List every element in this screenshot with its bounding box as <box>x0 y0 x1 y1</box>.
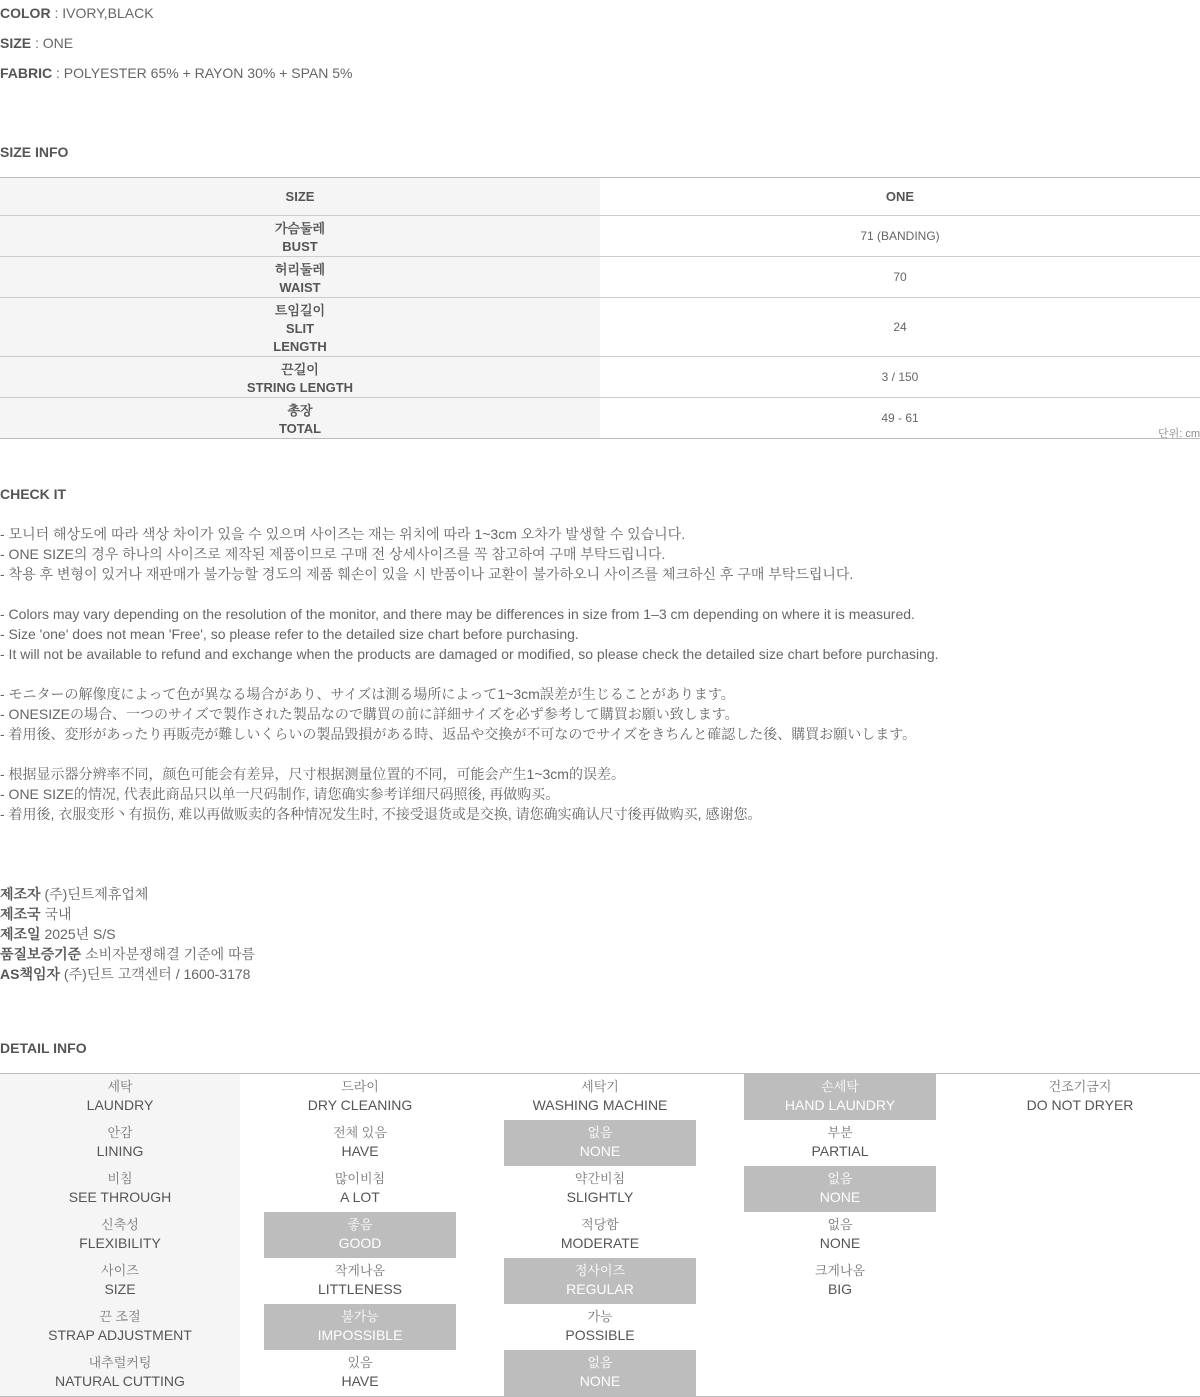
detail-option-cell <box>480 1212 720 1258</box>
detail-option-cell <box>960 1304 1200 1350</box>
size-row-value: 3 / 150 <box>600 357 1200 398</box>
size-row-label-ko: 가슴둘레 <box>274 221 326 236</box>
size-row-label-en: BUST <box>282 239 318 254</box>
detail-option-en: MODERATE <box>560 1235 640 1251</box>
detail-option-en: PARTIAL <box>811 1143 869 1159</box>
detail-option <box>504 1212 696 1258</box>
size-row-label-ko: 총장 <box>287 403 313 418</box>
detail-label-en: FLEXIBILITY <box>79 1235 161 1251</box>
detail-option-ko: 크게나옴 <box>814 1263 866 1278</box>
size-row-label <box>0 257 600 298</box>
detail-option-cell <box>480 1258 720 1304</box>
size-row <box>0 257 1200 298</box>
size-row-label-ko: 트임길이 <box>274 303 326 318</box>
detail-option <box>744 1120 936 1166</box>
detail-option-cell <box>960 1166 1200 1212</box>
size-row-label <box>0 216 600 257</box>
detail-option-en: BIG <box>827 1281 853 1297</box>
maker-key: 제조국 <box>0 906 41 922</box>
detail-option-en: A LOT <box>340 1189 380 1205</box>
detail-option-cell <box>480 1120 720 1166</box>
detail-option-ko: 적당함 <box>581 1217 619 1232</box>
detail-option-ko: 좋음 <box>347 1217 373 1232</box>
detail-option-ko: 많이비침 <box>334 1171 386 1186</box>
detail-label-ko: 신축성 <box>101 1217 139 1232</box>
detail-option-cell <box>720 1212 960 1258</box>
detail-option-cell <box>720 1166 960 1212</box>
detail-option-cell <box>960 1350 1200 1397</box>
detail-option <box>504 1166 696 1212</box>
detail-option-cell <box>480 1350 720 1397</box>
detail-label-en: NATURAL CUTTING <box>55 1373 185 1389</box>
product-specs <box>0 3 352 93</box>
detail-option-cell <box>960 1074 1200 1121</box>
detail-option-cell <box>720 1350 960 1397</box>
size-table <box>0 177 1200 439</box>
detail-label-ko: 안감 <box>107 1125 133 1140</box>
spacer <box>0 744 939 764</box>
size-row-label-en: TOTAL <box>278 421 322 436</box>
detail-option-selected <box>504 1120 696 1166</box>
detail-option-cell <box>240 1166 480 1212</box>
detail-option <box>744 1212 936 1258</box>
detail-label-ko: 내추럴커팅 <box>88 1355 152 1370</box>
size-row-label <box>0 398 600 439</box>
detail-option-ko: 약간비침 <box>574 1171 626 1186</box>
size-row <box>0 216 1200 257</box>
detail-option <box>984 1074 1176 1120</box>
check-line: - ONESIZEの場合、一つのサイズで製作された製品なので購買の前に詳細サイズを必ず参考して購買お願い致します。 <box>0 706 739 722</box>
check-line: - Size 'one' does not mean 'Free', so please refer to the detailed size chart before purchasing. <box>0 626 579 642</box>
check-line: - 着用後, 衣服变形丶有损伤, 难以再做贩卖的各种情况发生时, 不接受退货或是交换, 请您确实确认尺寸後再做购买, 感谢您。 <box>0 806 762 822</box>
detail-option-cell <box>240 1258 480 1304</box>
detail-row-label <box>0 1120 240 1166</box>
maker-line <box>0 904 255 924</box>
detail-option-ko: 불가능 <box>341 1309 379 1324</box>
detail-row <box>0 1304 1200 1350</box>
detail-option-ko: 없음 <box>587 1355 613 1370</box>
detail-row-label <box>0 1304 240 1350</box>
check-it-notes <box>0 524 939 824</box>
size-header-label: SIZE <box>0 178 600 216</box>
size-row-label <box>0 357 600 398</box>
detail-label-ko: 끈 조절 <box>99 1309 141 1324</box>
check-line: - モニターの解像度によって色が異なる場合があり、サイズは測る場所によって1~3cm誤差が生じることがあります。 <box>0 686 735 702</box>
detail-option-cell <box>720 1120 960 1166</box>
spec-key: SIZE <box>0 35 32 51</box>
check-line: - It will not be available to refund and exchange when the products are damaged or modified, so please check the detailed size chart before purchasing. <box>0 646 939 662</box>
detail-option-cell <box>720 1304 960 1350</box>
spec-line <box>0 63 352 93</box>
spacer <box>0 664 939 684</box>
detail-option-selected <box>744 1074 936 1120</box>
detail-option-en: REGULAR <box>566 1281 634 1297</box>
detail-row <box>0 1166 1200 1212</box>
size-row-label-en: WAIST <box>279 280 321 295</box>
check-line: - ONE SIZE의 경우 하나의 사이즈로 제작된 제품이므로 구매 전 상세사이즈를 꼭 참고하여 구매 부탁드립니다. <box>0 546 666 562</box>
detail-option-cell <box>720 1258 960 1304</box>
detail-option-en: HAVE <box>341 1373 379 1389</box>
detail-option-cell <box>960 1120 1200 1166</box>
detail-option-en: NONE <box>819 1235 861 1251</box>
detail-option-ko: 가능 <box>587 1309 613 1324</box>
detail-row-label <box>0 1350 240 1397</box>
detail-option-en: IMPOSSIBLE <box>317 1327 403 1343</box>
detail-option-selected <box>744 1166 936 1212</box>
detail-row-label <box>0 1166 240 1212</box>
detail-option <box>264 1258 456 1304</box>
detail-label-ko: 비침 <box>107 1171 133 1186</box>
detail-info-title: DETAIL INFO <box>0 1040 87 1056</box>
detail-option-ko: 없음 <box>827 1217 853 1232</box>
maker-key: 제조일 <box>0 926 41 942</box>
detail-option-cell <box>240 1212 480 1258</box>
size-row-label <box>0 298 600 357</box>
detail-option <box>264 1074 456 1120</box>
detail-option-en: NONE <box>819 1189 861 1205</box>
maker-value: 국내 <box>40 906 72 922</box>
detail-option-cell <box>960 1212 1200 1258</box>
detail-option-en: SLIGHTLY <box>566 1189 634 1205</box>
size-row-value: 70 <box>600 257 1200 298</box>
size-row <box>0 398 1200 439</box>
size-row-label-ko: 끈길이 <box>281 362 319 377</box>
detail-option-ko: 없음 <box>827 1171 853 1186</box>
maker-key: 제조자 <box>0 886 41 902</box>
maker-line <box>0 884 255 904</box>
detail-option-ko: 손세탁 <box>821 1079 859 1094</box>
spacer <box>0 584 939 604</box>
detail-option <box>504 1304 696 1350</box>
check-line: - ONE SIZE的情况, 代表此商品只以单一尺码制作, 请您确实参考详细尺码照後, 再做购买。 <box>0 786 560 802</box>
detail-option <box>264 1166 456 1212</box>
unit-note: 단위: cm <box>1157 428 1200 440</box>
size-row <box>0 298 1200 357</box>
detail-option-en: DO NOT DRYER <box>1026 1097 1134 1113</box>
detail-label-en: SIZE <box>104 1281 136 1297</box>
detail-label-en: LAUNDRY <box>86 1097 154 1113</box>
detail-row <box>0 1074 1200 1121</box>
detail-row <box>0 1120 1200 1166</box>
check-line: - 根据显示器分辨率不同，颜色可能会有差异，尺寸根据测量位置的不同，可能会产生1~3cm的误差。 <box>0 766 625 782</box>
detail-option-selected <box>504 1258 696 1304</box>
detail-option-ko: 없음 <box>587 1125 613 1140</box>
size-row-value: 24 <box>600 298 1200 357</box>
check-line: - 착용 후 변형이 있거나 재판매가 불가능할 경도의 제품 훼손이 있을 시 반품이나 교환이 불가하오니 사이즈를 체크하신 후 구매 부탁드립니다. <box>0 566 854 582</box>
maker-value: (주)딘트 고객센터 / 1600-3178 <box>60 966 251 982</box>
detail-option-ko: 정사이즈 <box>574 1263 626 1278</box>
size-row-label-en: STRING LENGTH <box>246 380 354 395</box>
detail-row <box>0 1258 1200 1304</box>
detail-option-ko: 작게나옴 <box>334 1263 386 1278</box>
maker-line <box>0 924 255 944</box>
size-row-label-en: LENGTH <box>273 339 327 354</box>
detail-row <box>0 1350 1200 1397</box>
detail-option-en: HAND LAUNDRY <box>784 1097 896 1113</box>
detail-option-cell <box>240 1074 480 1121</box>
maker-key: 품질보증기준 <box>0 946 82 962</box>
detail-option-en: DRY CLEANING <box>307 1097 413 1113</box>
manufacturer-info <box>0 884 255 984</box>
detail-option-selected <box>504 1350 696 1396</box>
maker-line <box>0 964 255 984</box>
detail-option-cell <box>480 1166 720 1212</box>
detail-row <box>0 1212 1200 1258</box>
size-header-value: ONE <box>600 178 1200 216</box>
detail-row-label <box>0 1258 240 1304</box>
detail-option-en: NONE <box>579 1143 621 1159</box>
spec-value: : POLYESTER 65% + RAYON 30% + SPAN 5% <box>52 65 353 81</box>
detail-table <box>0 1073 1200 1397</box>
size-info-title: SIZE INFO <box>0 144 69 160</box>
spec-line <box>0 33 352 63</box>
detail-option-selected <box>264 1212 456 1258</box>
detail-option-en: GOOD <box>338 1235 382 1251</box>
detail-option-cell <box>240 1304 480 1350</box>
detail-label-ko: 사이즈 <box>101 1263 139 1278</box>
maker-line <box>0 944 255 964</box>
spec-line <box>0 3 352 33</box>
maker-value: 소비자분쟁해결 기준에 따름 <box>81 946 256 962</box>
detail-row-label <box>0 1074 240 1121</box>
detail-label-ko: 세탁 <box>107 1079 133 1094</box>
detail-option-ko: 전체 있음 <box>333 1125 387 1140</box>
detail-option-cell <box>480 1304 720 1350</box>
maker-value: 2025년 S/S <box>40 926 116 942</box>
size-row-label-en: SLIT <box>285 321 315 336</box>
detail-option-selected <box>264 1304 456 1350</box>
size-row-value: 71 (BANDING) <box>600 216 1200 257</box>
size-row <box>0 357 1200 398</box>
size-row-value: 49 - 61 <box>881 411 919 425</box>
detail-option-en: LITTLENESS <box>317 1281 403 1297</box>
detail-option-en: NONE <box>579 1373 621 1389</box>
detail-option-cell <box>240 1120 480 1166</box>
detail-option <box>264 1350 456 1396</box>
detail-option-cell <box>960 1258 1200 1304</box>
detail-label-en: STRAP ADJUSTMENT <box>48 1327 192 1343</box>
size-row-label-ko: 허리둘레 <box>274 262 326 277</box>
detail-option <box>504 1074 696 1120</box>
detail-option-en: WASHING MACHINE <box>532 1097 668 1113</box>
detail-label-en: LINING <box>96 1143 144 1159</box>
spec-key: COLOR <box>0 5 51 21</box>
detail-option-en: POSSIBLE <box>565 1327 635 1343</box>
detail-row-label <box>0 1212 240 1258</box>
detail-label-en: SEE THROUGH <box>68 1189 172 1205</box>
maker-key: AS책임자 <box>0 966 61 982</box>
detail-option-ko: 건조기금지 <box>1048 1079 1112 1094</box>
detail-option <box>744 1258 936 1304</box>
detail-option-cell <box>480 1074 720 1121</box>
detail-option-en: HAVE <box>341 1143 379 1159</box>
size-table-header <box>0 178 1200 216</box>
detail-option-cell <box>240 1350 480 1397</box>
check-it-title: CHECK IT <box>0 486 67 502</box>
check-line: - Colors may vary depending on the resolution of the monitor, and there may be differences in size from 1–3 cm depending on where it is measured. <box>0 606 915 622</box>
check-line: - 모니터 해상도에 따라 색상 차이가 있을 수 있으며 사이즈는 재는 위치에 따라 1~3cm 오차가 발생할 수 있습니다. <box>0 526 686 542</box>
maker-value: (주)딘트제휴업체 <box>40 886 149 902</box>
detail-option-ko: 있음 <box>347 1355 373 1370</box>
check-line: - 着用後、変形があったり再販売が難しいくらいの製品毀損がある時、返品や交換が不可なのでサイズをきちんと確認した後、購買お願いします。 <box>0 726 917 742</box>
spec-value: : IVORY,BLACK <box>50 5 154 21</box>
detail-option-ko: 부분 <box>827 1125 853 1140</box>
detail-option-ko: 드라이 <box>341 1079 379 1094</box>
detail-option-cell <box>720 1074 960 1121</box>
spec-key: FABRIC <box>0 65 53 81</box>
spec-value: : ONE <box>31 35 74 51</box>
detail-option <box>264 1120 456 1166</box>
detail-option-ko: 세탁기 <box>581 1079 619 1094</box>
